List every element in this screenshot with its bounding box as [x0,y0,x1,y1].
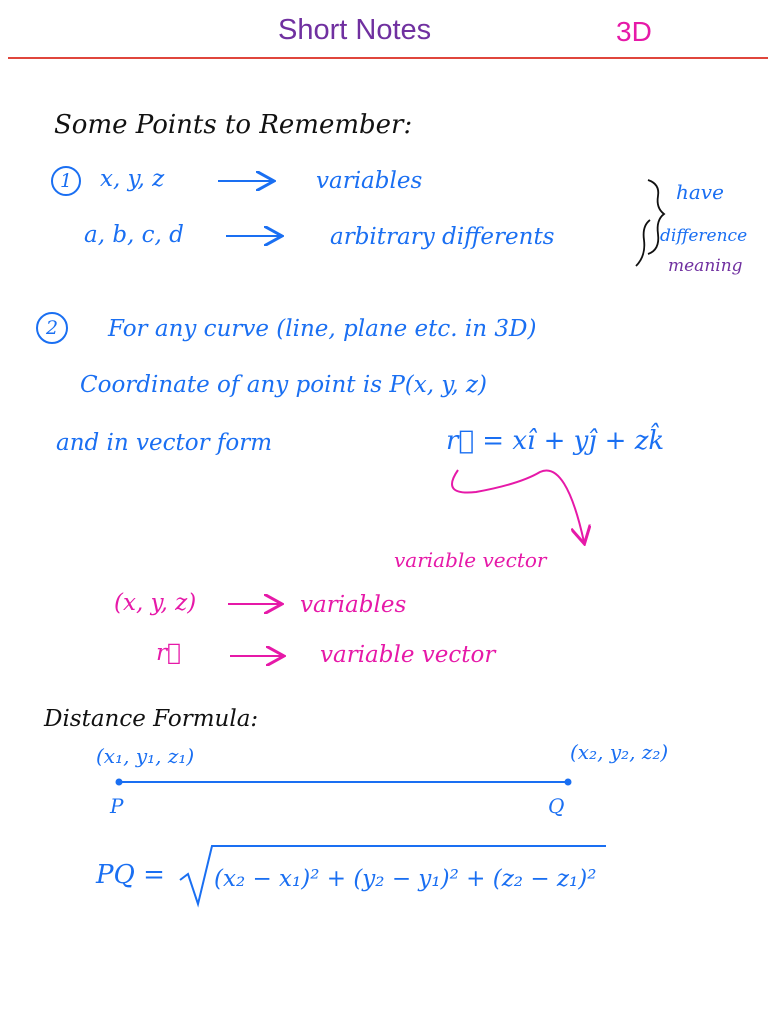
topic-tag: 3D [616,16,652,47]
point-p-coordinates: (x₁, y₁, z₁) [96,744,195,768]
page-title: Short Notes [278,14,432,46]
point-p-dot [116,779,123,786]
point-2-line-1: For any curve (line, plane etc. in 3D) [108,316,537,342]
point-2-line-3-text: and in vector form [56,430,273,456]
point-q-dot [565,779,572,786]
point-q-label: Q [548,794,565,818]
position-vector-formula: r⃗ = xî + yĵ + zk̂ [446,426,665,456]
point-1-constants-left: a, b, c, d [84,222,184,248]
point-1-marker: 1 [51,166,81,196]
curly-brace-right [636,220,650,266]
header-divider [8,57,768,59]
point-1-constants-right: arbitrary differents [330,224,555,250]
point-p-label: P [110,794,124,818]
note-difference: difference [660,226,748,246]
point-1-variables-right: variables [316,168,423,194]
point-2-line-2: Coordinate of any point is P(x, y, z) [80,372,488,398]
sub-vector-right: variable vector [320,642,496,668]
sub-variables-left: (x, y, z) [114,590,197,616]
note-meaning: meaning [668,256,743,276]
formula-radicand: (x₂ − x₁)² + (y₂ − y₁)² + (z₂ − z₁)² [214,866,597,892]
variable-vector-annotation: variable vector [394,548,547,572]
note-have: have [676,180,724,204]
sub-vector-left: r⃗ [156,640,181,666]
sub-variables-right: variables [300,592,407,618]
section-heading: Some Points to Remember: [54,110,413,140]
distance-heading: Distance Formula: [44,706,259,732]
annotation-curve-arrow [452,470,584,542]
point-1-variables-left: x, y, z [100,166,165,192]
formula-lhs: PQ = [96,860,165,890]
point-q-coordinates: (x₂, y₂, z₂) [570,740,669,764]
point-2-marker: 2 [36,312,68,344]
